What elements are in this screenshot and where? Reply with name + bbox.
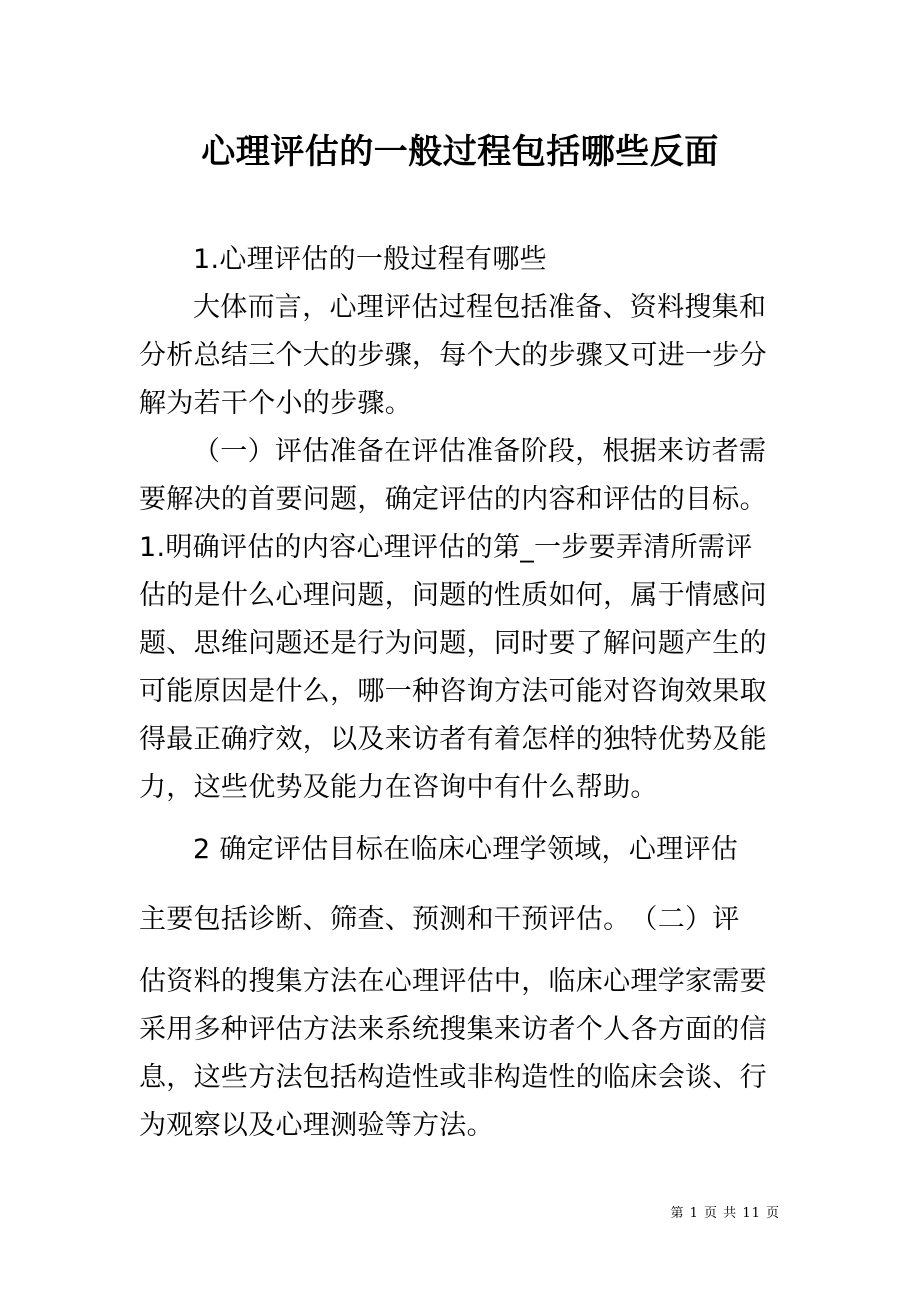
body-line: 1.心理评估的一般过程有哪些 xyxy=(193,244,547,275)
body-line: 估资料的搜集方法在心理评估中，临床心理学家需要 xyxy=(139,966,767,997)
body-line: 可能原因是什么，哪一种咨询方法可能对咨询效果取 xyxy=(139,676,767,707)
document-title: 心理评估的一般过程包括哪些反面 xyxy=(201,132,719,172)
body-line: 估的是什么心理问题，问题的性质如何，属于情感问 xyxy=(139,580,767,611)
body-line: （一）评估准备在评估准备阶段，根据来访者需 xyxy=(193,436,767,467)
body-line: 题、思维问题还是行为问题，同时要了解问题产生的 xyxy=(139,628,767,659)
body-line: 1.明确评估的内容心理评估的第_一步要弄清所需评 xyxy=(139,532,753,563)
body-line: ￼2 确定评估目标在临床心理学领域，心理评估 xyxy=(193,834,739,865)
body-line: 采用多种评估方法来系统搜集来访者个人各方面的信 xyxy=(139,1014,767,1045)
body-line: 得最正确疗效，以及来访者有着怎样的独特优势及能 xyxy=(139,724,767,755)
body-line: 要解决的首要问题，确定评估的内容和评估的目标。 xyxy=(139,484,767,515)
page-number-footer: 第 1 页 共 11 页 xyxy=(670,1206,780,1221)
body-line: 力，这些优势及能力在咨询中有什么帮助。 xyxy=(139,772,658,803)
body-line: 解为若干个小的步骤。 xyxy=(139,388,412,419)
body-line: 主要包括诊断、筛查、预测和干预评估。￼（二）评 xyxy=(139,904,740,935)
body-line: 大体而言，心理评估过程包括准备、资料搜集和 xyxy=(193,292,767,323)
body-line: 分析总结三个大的步骤，每个大的步骤又可进一步分 xyxy=(139,340,767,371)
body-line: 息，这些方法包括构造性或非构造性的临床会谈、行 xyxy=(139,1062,767,1093)
body-line: 为观察以及心理测验等方法。 xyxy=(139,1110,494,1141)
